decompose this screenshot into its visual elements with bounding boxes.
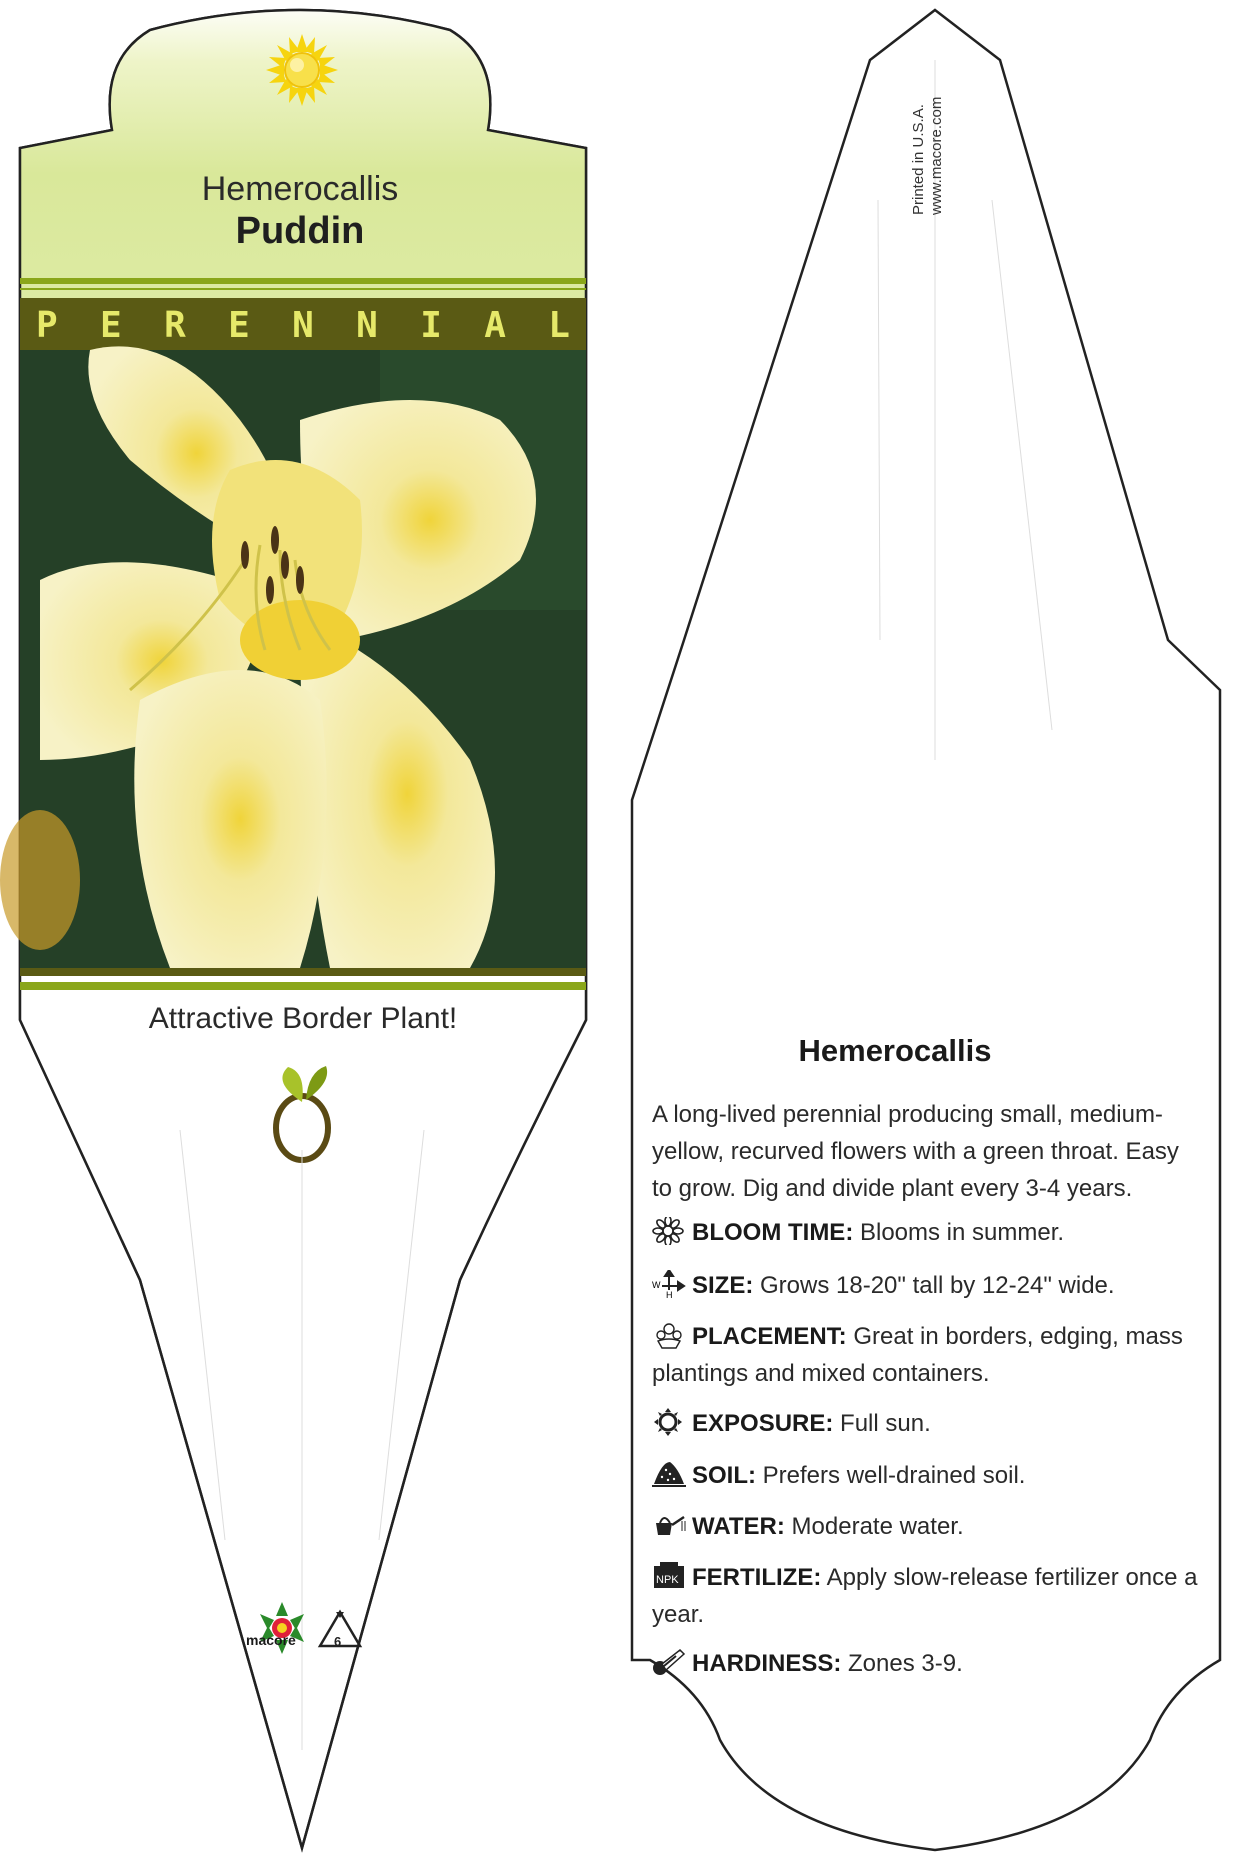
perennial-letter: R [164,304,186,346]
care-text: Full sun. [833,1410,931,1437]
care-placement [652,1318,1212,1392]
back-title: Hemerocallis [798,1033,992,1068]
care-label: HARDINESS: [692,1650,842,1677]
watering-can-icon [652,1511,686,1539]
care-text: Apply slow-release fertilizer once a year. [652,1564,1198,1628]
care-label: WATER: [692,1513,785,1540]
perennial-letter: N [356,304,378,346]
size-w-letter: W [652,1280,661,1290]
care-text: Great in borders, edging, mass plantings and mixed containers. [652,1323,1183,1387]
front-genus: Hemerocallis [201,170,399,208]
care-soil [652,1457,1212,1494]
care-label: SIZE: [692,1272,754,1299]
care-label: EXPOSURE: [692,1410,834,1437]
care-label: BLOOM TIME: [692,1219,854,1246]
care-hardiness [652,1645,1212,1682]
care-text: Moderate water. [784,1513,964,1540]
soil-mound-icon [652,1460,686,1488]
perennial-letter: P [36,304,58,346]
npk-text: NPK [656,1574,679,1586]
care-size [652,1267,1212,1304]
macore-url: www.macore.com [928,96,945,215]
macore-wordmark: macore [246,1632,296,1648]
npk-bag-icon [652,1562,686,1590]
care-exposure [652,1405,1212,1442]
size-arrows-icon [652,1270,686,1298]
printed-in-usa: Printed in U.S.A. [910,104,927,215]
plants-placement-icon [652,1321,686,1349]
thermometer-icon [652,1648,686,1676]
recycle-code: 6 [334,1634,342,1649]
back-description: A long-lived perennial producing small, medium-yellow, recurved flowers with a green throat. Easy to grow. Dig and divide plant every 3-4 years. [652,1101,1179,1202]
size-h-letter: H [666,1290,673,1298]
care-water [652,1508,1212,1545]
care-text: Blooms in summer. [853,1219,1065,1246]
perennial-letter: E [228,304,250,346]
care-label: SOIL: [692,1462,756,1489]
care-label: PLACEMENT: [692,1323,847,1350]
flower-icon [652,1217,686,1245]
front-cultivar: Puddin [235,210,365,252]
perennial-letter: N [292,304,314,346]
care-label: FERTILIZE: [692,1564,822,1591]
perennial-letter: I [420,304,442,346]
care-text: Grows 18-20" tall by 12-24" wide. [753,1272,1115,1299]
care-fertilize [652,1559,1212,1633]
perennial-letter: L [548,304,570,346]
care-bloom-time [652,1214,1212,1251]
front-tagline: Attractive Border Plant! [148,1002,458,1035]
perennial-letter: E [100,304,122,346]
care-text: Zones 3-9. [841,1650,963,1677]
perennial-letter: A [484,304,506,346]
care-text: Prefers well-drained soil. [756,1462,1026,1489]
sun-outline-icon [652,1408,686,1436]
